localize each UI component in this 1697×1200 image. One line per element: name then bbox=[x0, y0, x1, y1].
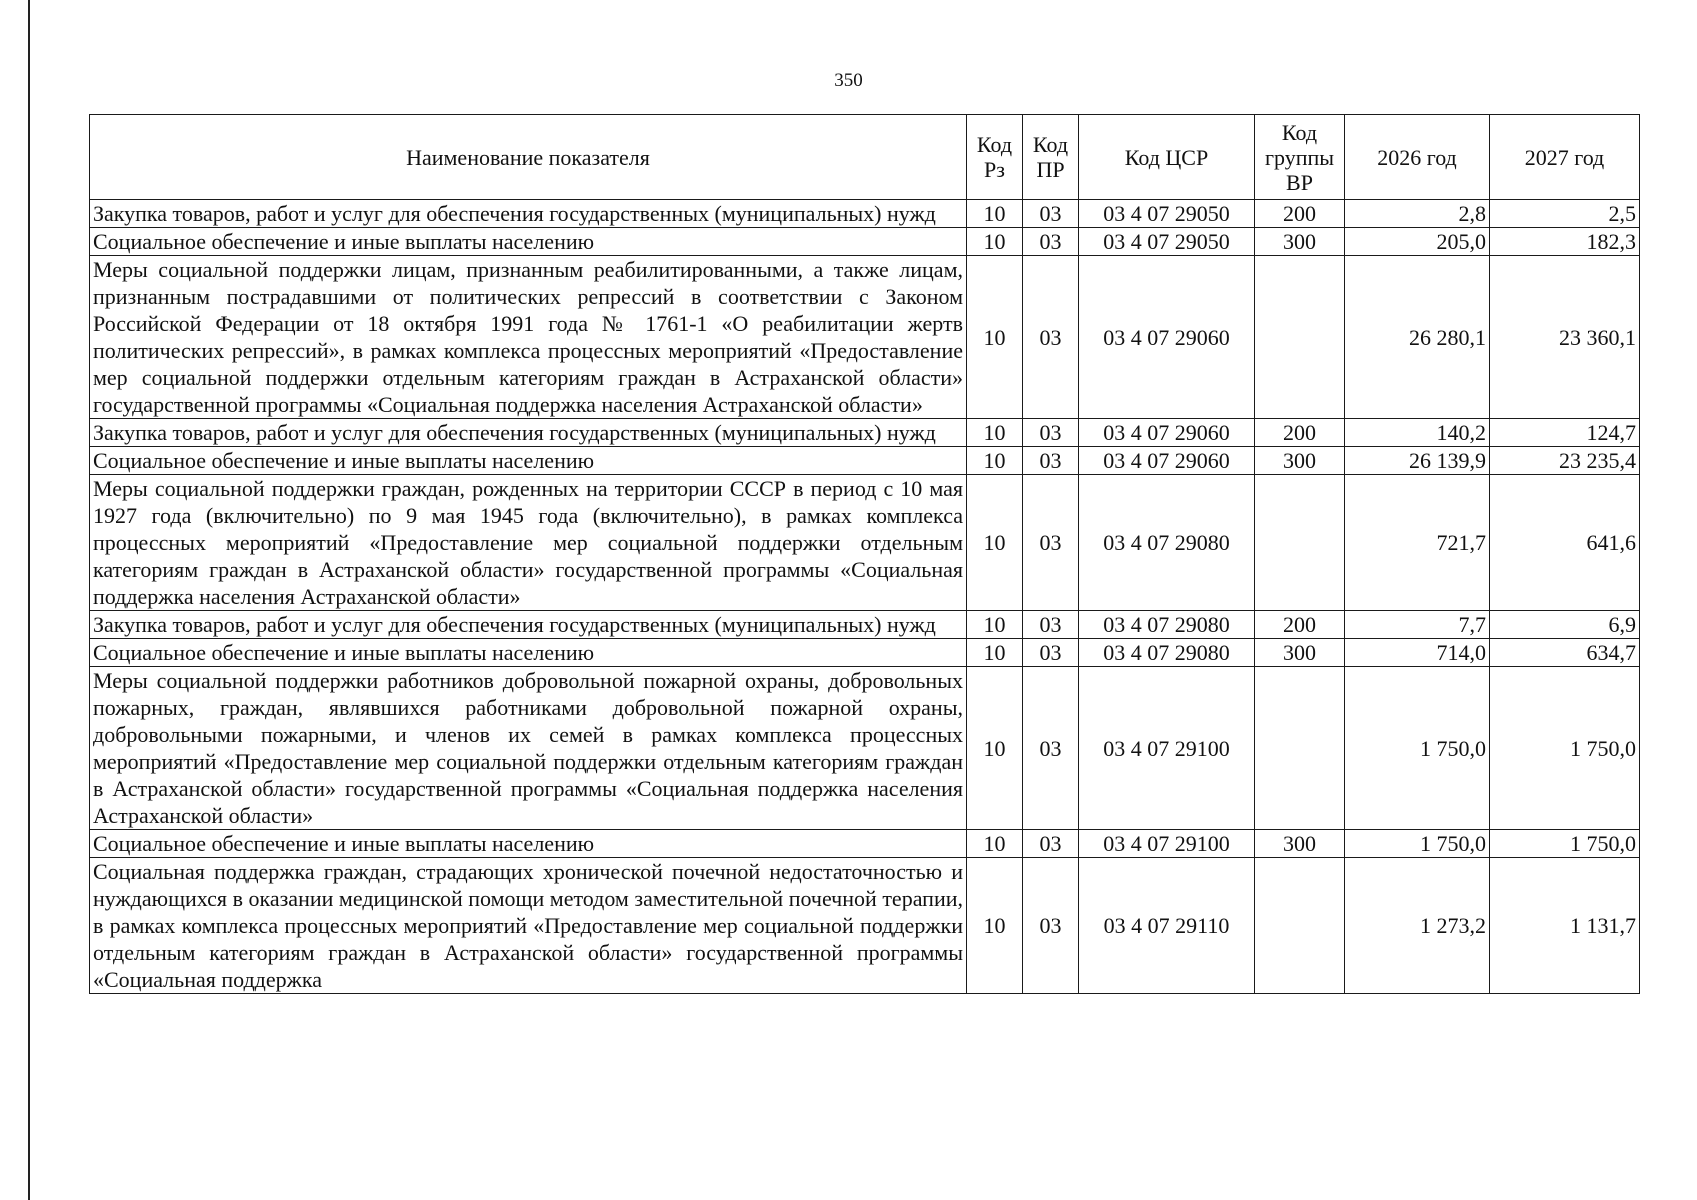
row-csr: 03 4 07 29060 bbox=[1079, 447, 1255, 475]
row-csr: 03 4 07 29080 bbox=[1079, 611, 1255, 639]
row-2027: 6,9 bbox=[1490, 611, 1640, 639]
header-vr: Код группы ВР bbox=[1255, 115, 1345, 200]
row-2027: 634,7 bbox=[1490, 639, 1640, 667]
row-vr bbox=[1255, 858, 1345, 994]
row-2026: 714,0 bbox=[1345, 639, 1490, 667]
row-name: Меры социальной поддержки лицам, признанным реабилитированными, а также лицам, признанным пострадавшими от политических репрессий в соответствии с Законом Российской Федерации от 18 октября 1991 года № 1761-1 «О реабилитации жертв политических репрессий», в рамках комплекса процессных мероприятий «Предоставление мер социальной поддержки отдельным категориям граждан в Астраханской области» государственной программы «Социальная поддержка населения Астраханской области» bbox=[90, 256, 967, 419]
row-2027: 124,7 bbox=[1490, 419, 1640, 447]
table-header-row bbox=[90, 115, 1640, 200]
row-pr: 03 bbox=[1023, 858, 1079, 994]
row-csr: 03 4 07 29080 bbox=[1079, 639, 1255, 667]
row-rz: 10 bbox=[967, 858, 1023, 994]
row-name: Социальная поддержка граждан, страдающих хронической почечной недостаточностью и нуждающихся в оказании медицинской помощи методом заместительной почечной терапии, в рамках комплекса процессных мероприятий «Предоставление мер социальной поддержки отдельным категориям граждан в Астраханской области» государственной программы «Социальная поддержка bbox=[90, 858, 967, 994]
table-row bbox=[90, 858, 1640, 994]
row-rz: 10 bbox=[967, 200, 1023, 228]
table-row bbox=[90, 447, 1640, 475]
table-row bbox=[90, 667, 1640, 830]
table-row bbox=[90, 419, 1640, 447]
row-rz: 10 bbox=[967, 256, 1023, 419]
row-pr: 03 bbox=[1023, 475, 1079, 611]
row-csr: 03 4 07 29060 bbox=[1079, 419, 1255, 447]
row-vr: 300 bbox=[1255, 830, 1345, 858]
row-2026: 7,7 bbox=[1345, 611, 1490, 639]
row-name: Социальное обеспечение и иные выплаты населению bbox=[90, 228, 967, 256]
row-vr: 300 bbox=[1255, 639, 1345, 667]
row-pr: 03 bbox=[1023, 200, 1079, 228]
table-row bbox=[90, 228, 1640, 256]
row-csr: 03 4 07 29050 bbox=[1079, 228, 1255, 256]
row-rz: 10 bbox=[967, 667, 1023, 830]
row-csr: 03 4 07 29110 bbox=[1079, 858, 1255, 994]
row-2027: 641,6 bbox=[1490, 475, 1640, 611]
row-2026: 1 750,0 bbox=[1345, 667, 1490, 830]
row-pr: 03 bbox=[1023, 830, 1079, 858]
row-vr bbox=[1255, 667, 1345, 830]
row-pr: 03 bbox=[1023, 611, 1079, 639]
header-csr: Код ЦСР bbox=[1079, 115, 1255, 200]
row-2026: 140,2 bbox=[1345, 419, 1490, 447]
row-2027: 1 750,0 bbox=[1490, 667, 1640, 830]
binding-edge-line bbox=[28, 0, 30, 1200]
row-2027: 182,3 bbox=[1490, 228, 1640, 256]
table-row bbox=[90, 639, 1640, 667]
row-2026: 2,8 bbox=[1345, 200, 1490, 228]
row-rz: 10 bbox=[967, 419, 1023, 447]
row-vr: 200 bbox=[1255, 200, 1345, 228]
row-name: Закупка товаров, работ и услуг для обеспечения государственных (муниципальных) нужд bbox=[90, 611, 967, 639]
row-2027: 2,5 bbox=[1490, 200, 1640, 228]
row-csr: 03 4 07 29060 bbox=[1079, 256, 1255, 419]
row-name: Социальное обеспечение и иные выплаты населению bbox=[90, 830, 967, 858]
row-2026: 205,0 bbox=[1345, 228, 1490, 256]
header-2027: 2027 год bbox=[1490, 115, 1640, 200]
table-row bbox=[90, 256, 1640, 419]
row-rz: 10 bbox=[967, 611, 1023, 639]
row-vr: 300 bbox=[1255, 228, 1345, 256]
row-name: Закупка товаров, работ и услуг для обеспечения государственных (муниципальных) нужд bbox=[90, 200, 967, 228]
header-2026: 2026 год bbox=[1345, 115, 1490, 200]
row-pr: 03 bbox=[1023, 667, 1079, 830]
row-csr: 03 4 07 29080 bbox=[1079, 475, 1255, 611]
row-rz: 10 bbox=[967, 447, 1023, 475]
row-2026: 1 273,2 bbox=[1345, 858, 1490, 994]
row-pr: 03 bbox=[1023, 228, 1079, 256]
row-name: Меры социальной поддержки граждан, рожденных на территории СССР в период с 10 мая 1927 года (включительно) по 9 мая 1945 года (включительно), в рамках комплекса процессных мероприятий «Предоставление мер социальной поддержки отдельным категориям граждан в Астраханской области» государственной программы «Социальная поддержка населения Астраханской области» bbox=[90, 475, 967, 611]
row-2027: 1 750,0 bbox=[1490, 830, 1640, 858]
budget-table bbox=[89, 114, 1640, 994]
header-name: Наименование показателя bbox=[90, 115, 967, 200]
header-rz: Код Рз bbox=[967, 115, 1023, 200]
row-2027: 23 235,4 bbox=[1490, 447, 1640, 475]
table-row bbox=[90, 475, 1640, 611]
header-pr: Код ПР bbox=[1023, 115, 1079, 200]
row-pr: 03 bbox=[1023, 447, 1079, 475]
row-vr bbox=[1255, 256, 1345, 419]
row-vr: 200 bbox=[1255, 611, 1345, 639]
row-2026: 26 139,9 bbox=[1345, 447, 1490, 475]
row-rz: 10 bbox=[967, 639, 1023, 667]
table-row bbox=[90, 611, 1640, 639]
row-rz: 10 bbox=[967, 475, 1023, 611]
row-name: Социальное обеспечение и иные выплаты населению bbox=[90, 447, 967, 475]
row-csr: 03 4 07 29050 bbox=[1079, 200, 1255, 228]
row-name: Социальное обеспечение и иные выплаты населению bbox=[90, 639, 967, 667]
row-csr: 03 4 07 29100 bbox=[1079, 830, 1255, 858]
row-2026: 26 280,1 bbox=[1345, 256, 1490, 419]
row-rz: 10 bbox=[967, 830, 1023, 858]
row-rz: 10 bbox=[967, 228, 1023, 256]
row-vr: 200 bbox=[1255, 419, 1345, 447]
row-vr: 300 bbox=[1255, 447, 1345, 475]
row-name: Меры социальной поддержки работников добровольной пожарной охраны, добровольных пожарных, граждан, являвшихся работниками добровольной пожарной охраны, добровольными пожарными, и членов их семей в рамках комплекса процессных мероприятий «Предоставление мер социальной поддержки отдельным категориям граждан в Астраханской области» государственной программы «Социальная поддержка населения Астраханской области» bbox=[90, 667, 967, 830]
row-pr: 03 bbox=[1023, 419, 1079, 447]
row-csr: 03 4 07 29100 bbox=[1079, 667, 1255, 830]
row-2026: 1 750,0 bbox=[1345, 830, 1490, 858]
row-2026: 721,7 bbox=[1345, 475, 1490, 611]
row-name: Закупка товаров, работ и услуг для обеспечения государственных (муниципальных) нужд bbox=[90, 419, 967, 447]
row-2027: 1 131,7 bbox=[1490, 858, 1640, 994]
row-2027: 23 360,1 bbox=[1490, 256, 1640, 419]
row-pr: 03 bbox=[1023, 256, 1079, 419]
page-number: 350 bbox=[834, 70, 863, 91]
row-vr bbox=[1255, 475, 1345, 611]
table-row bbox=[90, 200, 1640, 228]
row-pr: 03 bbox=[1023, 639, 1079, 667]
table-row bbox=[90, 830, 1640, 858]
